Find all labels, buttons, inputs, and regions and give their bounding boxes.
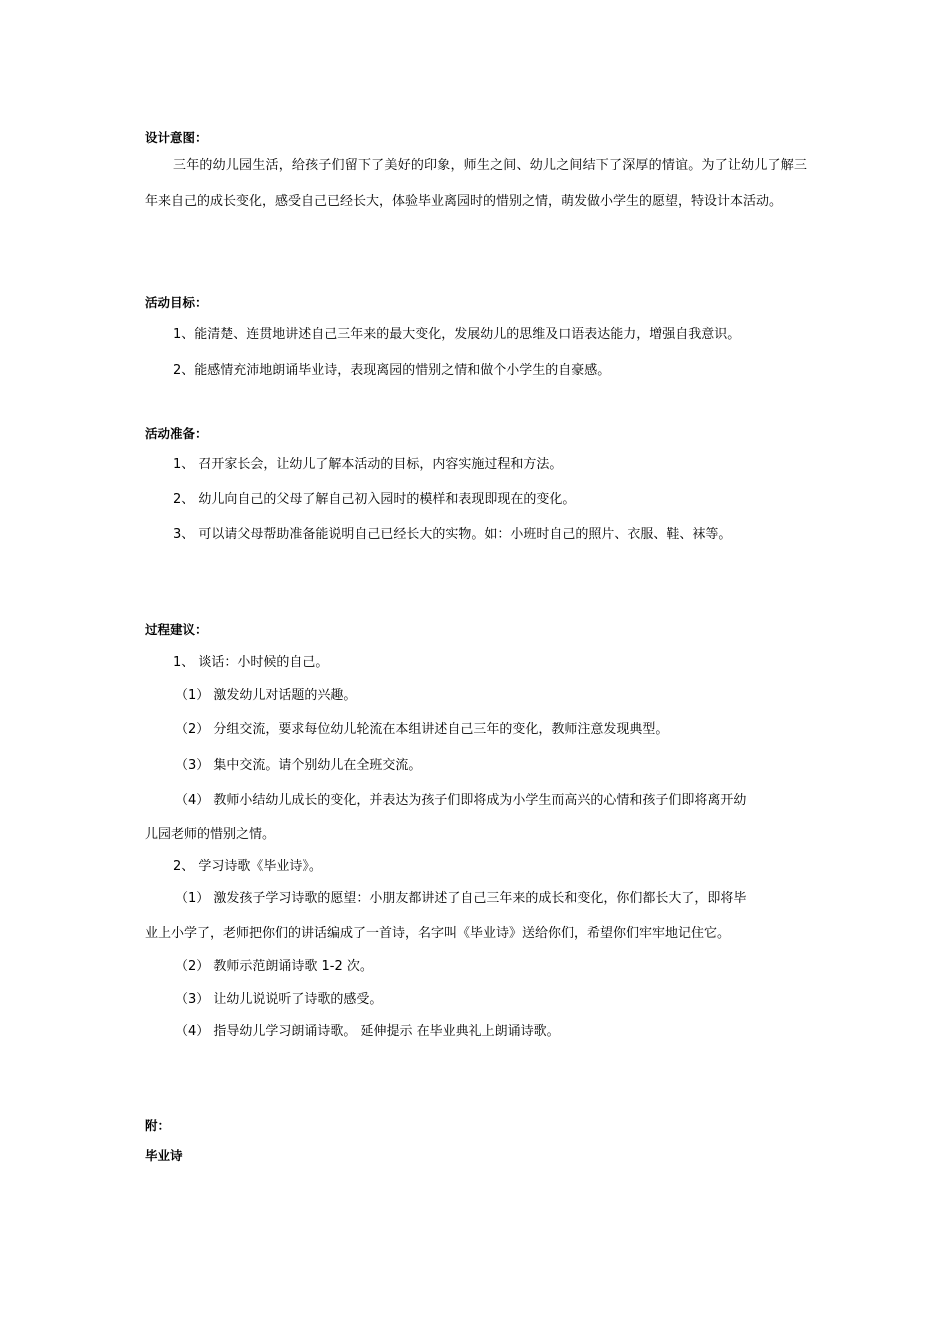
design-paragraph: 三年的幼儿园生活，给孩子们留下了美好的印象，师生之间、幼儿之间结下了深厚的情谊。为了让幼儿了解三年来自己的成长变化，感受自己已经长大，体验毕业离园时的惜别之情，萌发做小学生的愿望，特设计本活动。 [145,158,807,209]
process-substep: （3） 集中交流。请个别幼儿在全班交流。 [175,758,422,773]
goals-heading: 活动目标： [145,295,208,310]
process-heading: 过程建议： [145,622,208,637]
prep-item: 1、 召开家长会，让幼儿了解本活动的目标，内容实施过程和方法。 [173,457,563,472]
process-substep: （4） 指导幼儿学习朗诵诗歌。 延伸提示 在毕业典礼上朗诵诗歌。 [175,1024,560,1039]
prep-item: 2、 幼儿向自己的父母了解自己初入园时的模样和表现即现在的变化。 [173,492,576,507]
process-substep: （4） 教师小结幼儿成长的变化，并表达为孩子们即将成为小学生而高兴的心情和孩子们即将离开幼 [175,793,747,808]
poem-title: 毕业诗 [145,1148,183,1163]
process-step: 2、 学习诗歌《毕业诗》。 [173,859,322,874]
prep-item: 3、 可以请父母帮助准备能说明自己已经长大的实物。如：小班时自己的照片、衣服、鞋、袜等。 [173,527,732,542]
goal-item: 2、能感情充沛地朗诵毕业诗，表现离园的惜别之情和做个小学生的自豪感。 [173,363,611,378]
process-step: 1、 谈话：小时候的自己。 [173,655,329,670]
prep-heading: 活动准备： [145,426,208,441]
goal-item: 1、能清楚、连贯地讲述自己三年来的最大变化，发展幼儿的思维及口语表达能力，增强自我意识。 [173,327,741,342]
process-substep: （2） 教师示范朗诵诗歌 1-2 次。 [175,959,373,974]
process-substep: （3） 让幼儿说说听了诗歌的感受。 [175,992,383,1007]
process-substep: （2） 分组交流，要求每位幼儿轮流在本组讲述自己三年的变化，教师注意发现典型。 [175,722,669,737]
process-substep: （1） 激发幼儿对话题的兴趣。 [175,688,357,703]
process-substep-continued: 业上小学了，老师把你们的讲话编成了一首诗，名字叫《毕业诗》送给你们，希望你们牢牢地记住它。 [145,926,731,941]
design-heading: 设计意图： [145,130,208,145]
process-substep: （1） 激发孩子学习诗歌的愿望：小朋友都讲述了自己三年来的成长和变化，你们都长大了，即将毕 [175,891,747,906]
appendix-heading: 附： [145,1118,171,1133]
process-substep-continued: 儿园老师的惜别之情。 [145,827,276,842]
